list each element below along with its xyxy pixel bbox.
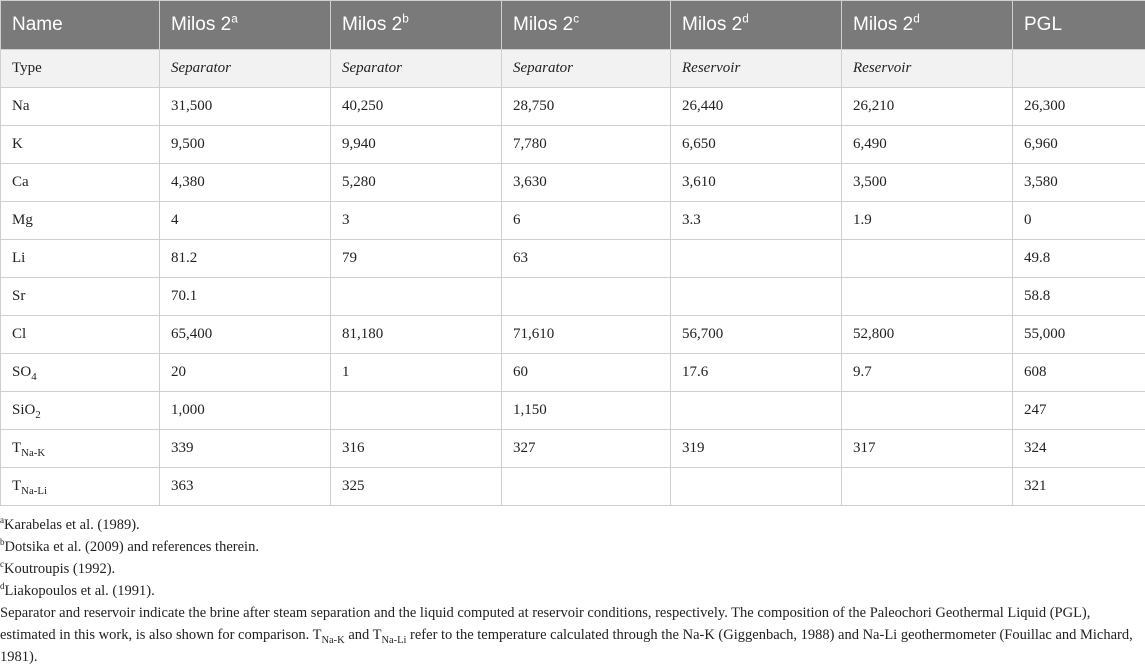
table-row <box>1 468 1145 506</box>
table-cell <box>842 240 1013 278</box>
table-cell: 3,500 <box>842 164 1013 202</box>
row-label: $T_{Na-Li}$ <box>1 468 160 506</box>
row-label: Type <box>1 50 160 88</box>
table-cell: 3,580 <box>1013 164 1145 202</box>
row-label: Ca <box>1 164 160 202</box>
table-cell: 6,490 <box>842 126 1013 164</box>
table-cell: 325 <box>331 468 502 506</box>
footnote-d: $^d$Liakopoulos et al. (1991). <box>0 580 1145 602</box>
table-row <box>1 88 1145 126</box>
table-cell: 26,300 <box>1013 88 1145 126</box>
table-cell <box>502 278 671 316</box>
table-cell: 40,250 <box>331 88 502 126</box>
header-cell-milos-2-a: Milos 2$^a$ <box>160 1 331 50</box>
table-cell: 49.8 <box>1013 240 1145 278</box>
table-cell: 247 <box>1013 392 1145 430</box>
table-cell: 28,750 <box>502 88 671 126</box>
table-cell: 79 <box>331 240 502 278</box>
table-cell <box>842 468 1013 506</box>
table-cell: 55,000 <box>1013 316 1145 354</box>
table-row <box>1 240 1145 278</box>
row-label: Sr <box>1 278 160 316</box>
table-body <box>1 50 1145 506</box>
table-cell: 63 <box>502 240 671 278</box>
table-cell: 608 <box>1013 354 1145 392</box>
table-caption: Separator and reservoir indicate the brine after steam separation and the liquid computed at reservoir conditions, respectively. The composition of the Paleochori Geothermal Liquid (PGL), estimated in this work, is also shown for comparison. $T_{Na-K}$ and $T_{Na-Li}$ refer to the temperature calculated through the Na-K (Giggenbach, 1988) and Na-Li geothermometer (Fouillac and Michard, 1981). <box>0 602 1145 668</box>
table-cell: 1.9 <box>842 202 1013 240</box>
table-cell: 81.2 <box>160 240 331 278</box>
table-cell <box>842 278 1013 316</box>
header-cell-milos-2-c: Milos 2$^c$ <box>502 1 671 50</box>
table-cell <box>671 392 842 430</box>
footnote-b: $^b$Dotsika et al. (2009) and references therein. <box>0 536 1145 558</box>
table-row <box>1 50 1145 88</box>
table-row <box>1 126 1145 164</box>
table-cell: 3.3 <box>671 202 842 240</box>
table-cell: 1,150 <box>502 392 671 430</box>
table-cell: 1,000 <box>160 392 331 430</box>
table-cell: 52,800 <box>842 316 1013 354</box>
table-cell: 81,180 <box>331 316 502 354</box>
table-cell: 1 <box>331 354 502 392</box>
table-row <box>1 316 1145 354</box>
table-cell: Separator <box>331 50 502 88</box>
table-header <box>1 1 1145 50</box>
row-label: Mg <box>1 202 160 240</box>
table-cell <box>331 278 502 316</box>
table-cell: 6,650 <box>671 126 842 164</box>
row-label: SiO$_2$ <box>1 392 160 430</box>
table-row <box>1 202 1145 240</box>
table-cell <box>842 392 1013 430</box>
table-cell: 327 <box>502 430 671 468</box>
table-cell: 9.7 <box>842 354 1013 392</box>
table-cell: 9,500 <box>160 126 331 164</box>
table-cell: 58.8 <box>1013 278 1145 316</box>
table-cell: 316 <box>331 430 502 468</box>
row-label: $SO_4$ <box>1 354 160 392</box>
table-cell: 71,610 <box>502 316 671 354</box>
table-cell: 363 <box>160 468 331 506</box>
table-row <box>1 392 1145 430</box>
row-label: $T_{Na-K}$ <box>1 430 160 468</box>
table-cell: Reservoir <box>842 50 1013 88</box>
table-cell: Separator <box>160 50 331 88</box>
header-row <box>1 1 1145 50</box>
table-row <box>1 430 1145 468</box>
table-cell: 60 <box>502 354 671 392</box>
table-cell: 3,610 <box>671 164 842 202</box>
header-cell-name: Name <box>1 1 160 50</box>
table-cell: 26,440 <box>671 88 842 126</box>
table-cell: 5,280 <box>331 164 502 202</box>
table-cell <box>671 468 842 506</box>
table-cell: 319 <box>671 430 842 468</box>
table-cell: 3 <box>331 202 502 240</box>
table-cell: 3,630 <box>502 164 671 202</box>
row-label: Li <box>1 240 160 278</box>
table-cell: 0 <box>1013 202 1145 240</box>
table-cell: 70.1 <box>160 278 331 316</box>
table-cell: 56,700 <box>671 316 842 354</box>
table-cell: 321 <box>1013 468 1145 506</box>
footnote-a: $^a$Karabelas et al. (1989). <box>0 514 1145 536</box>
table-cell: 6 <box>502 202 671 240</box>
table-cell <box>671 240 842 278</box>
table-cell: 26,210 <box>842 88 1013 126</box>
table-cell: 317 <box>842 430 1013 468</box>
table-cell <box>671 278 842 316</box>
table-cell: 4,380 <box>160 164 331 202</box>
header-cell-milos-2-d-2: Milos 2$^d$ <box>842 1 1013 50</box>
table-cell <box>1013 50 1145 88</box>
header-cell-pgl: PGL <box>1013 1 1145 50</box>
footnote-c: $^c$Koutroupis (1992). <box>0 558 1145 580</box>
table-cell: 4 <box>160 202 331 240</box>
table-cell: 6,960 <box>1013 126 1145 164</box>
table-row <box>1 278 1145 316</box>
table-row <box>1 164 1145 202</box>
table-cell: 65,400 <box>160 316 331 354</box>
table-cell: 17.6 <box>671 354 842 392</box>
table-cell: Reservoir <box>671 50 842 88</box>
table-cell: 339 <box>160 430 331 468</box>
row-label: Cl <box>1 316 160 354</box>
table-cell: 7,780 <box>502 126 671 164</box>
table-notes <box>0 514 1145 668</box>
table-cell: Separator <box>502 50 671 88</box>
table-cell <box>331 392 502 430</box>
table-cell: 324 <box>1013 430 1145 468</box>
row-label: Na <box>1 88 160 126</box>
header-cell-milos-2-b: Milos 2$^b$ <box>331 1 502 50</box>
table-cell: 9,940 <box>331 126 502 164</box>
table-row <box>1 354 1145 392</box>
table-cell: 20 <box>160 354 331 392</box>
table-cell <box>502 468 671 506</box>
row-label: K <box>1 126 160 164</box>
header-cell-milos-2-d-1: Milos 2$^d$ <box>671 1 842 50</box>
table-cell: 31,500 <box>160 88 331 126</box>
